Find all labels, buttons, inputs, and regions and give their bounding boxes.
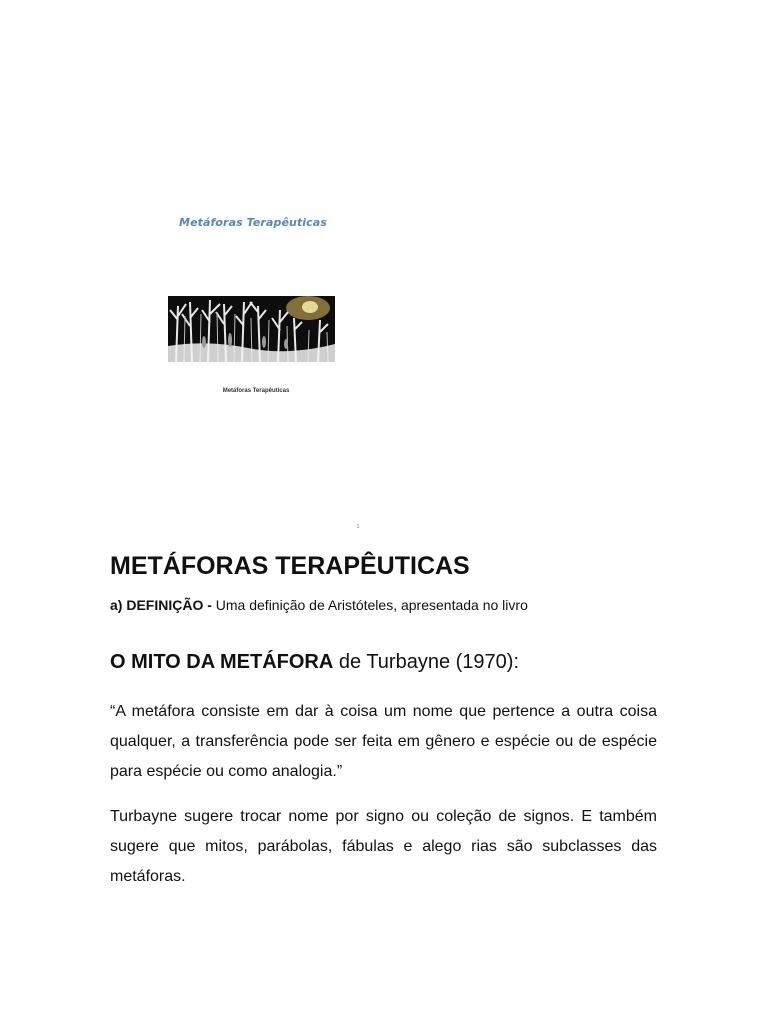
paragraph-quote: “A metáfora consiste em dar à coisa um nome que pertence a outra coisa qualquer, a transferência pode ser feita em gênero e espécie ou de espécie para espécie ou como analogia.”: [110, 703, 657, 780]
definition-line: [110, 597, 528, 613]
forest-illustration-icon: [168, 296, 335, 362]
definition-label: a) DEFINIÇÃO -: [110, 597, 212, 613]
definition-text: Uma definição de Aristóteles, apresentada no livro: [215, 597, 528, 613]
cover-title: Metáforas Terapêuticas: [179, 216, 327, 229]
book-author: de Turbayne (1970):: [338, 651, 520, 673]
paragraph-turbayne: Turbayne sugere trocar nome por signo ou coleção de signos. E também sugere que mitos, parábolas, fábulas e alego rias são subclasses das metáforas.: [110, 808, 657, 885]
page-marker: 1: [356, 524, 360, 530]
book-subtitle: [110, 651, 519, 674]
cover-caption: Metáforas Terapêuticas: [222, 388, 290, 394]
document-title: METÁFORAS TERAPÊUTICAS: [110, 552, 470, 580]
cover-image: [168, 296, 335, 362]
book-title: O MITO DA METÁFORA: [110, 651, 334, 673]
